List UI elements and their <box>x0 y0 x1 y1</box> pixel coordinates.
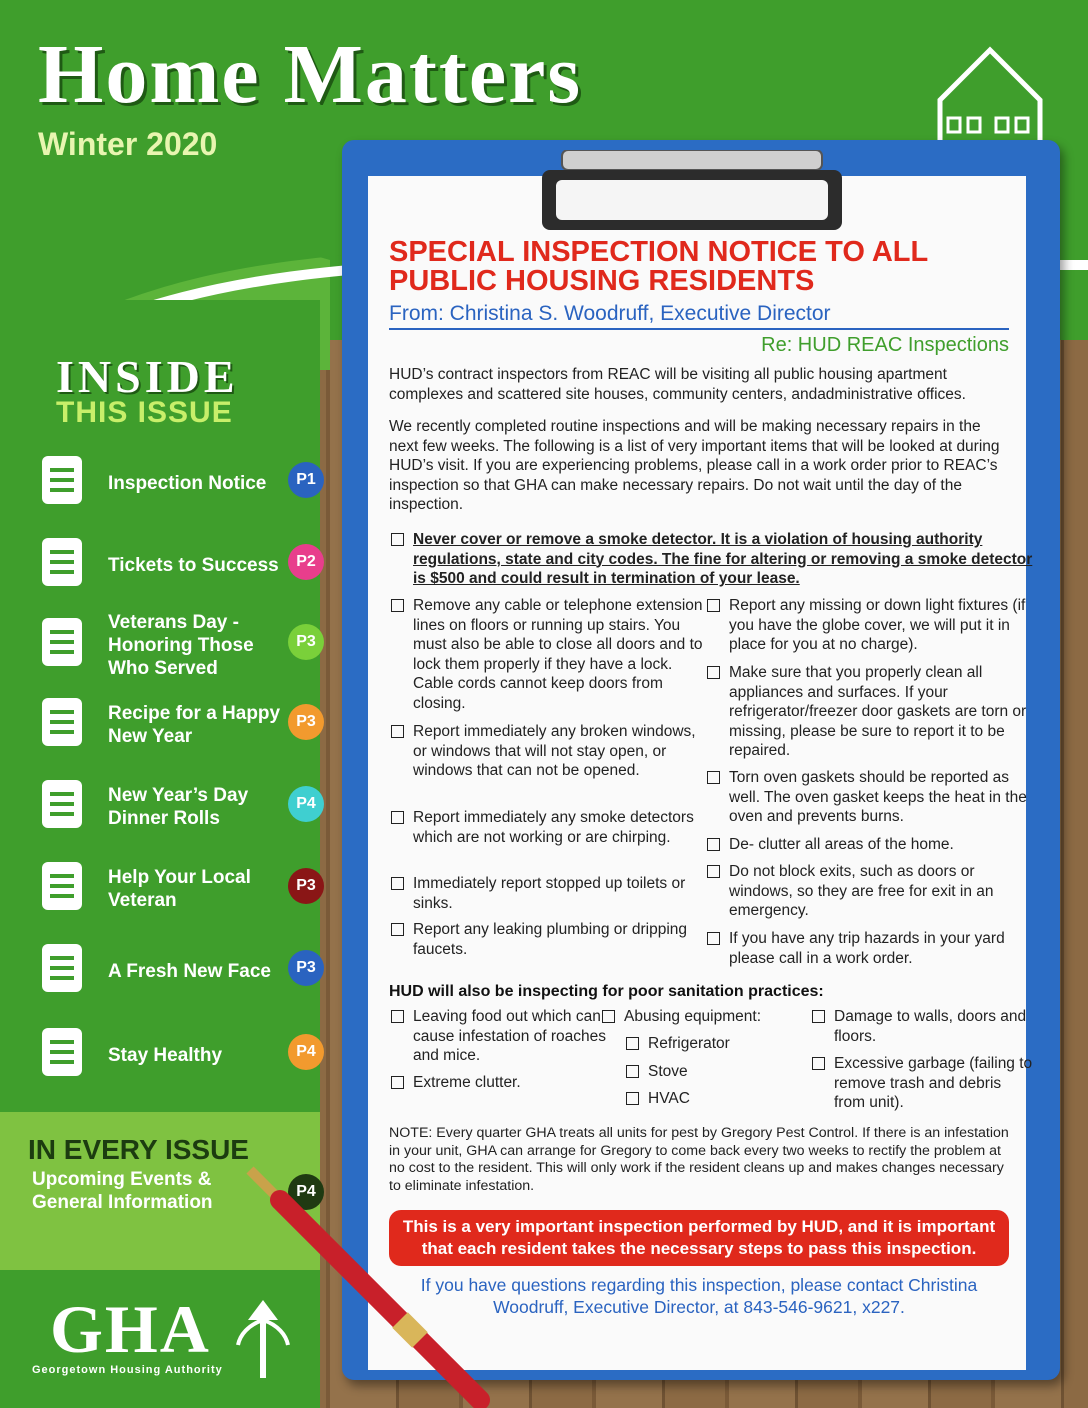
every-issue-label: Upcoming Events & General Information <box>32 1169 213 1213</box>
military-rank-icon <box>30 854 94 918</box>
notice-paragraph-2: We recently completed routine inspections and will be making necessary repairs in the next few weeks. The following is a list of very important items that will be looked at during HUD’s visit. If you are experiencing problems, please call in a work order prior to REAC’s inspection so that GHA can make necessary repairs. Do not wait until the day of the inspection. <box>389 418 1000 513</box>
toc-item-label: Veterans Day - Honoring Those Who Served <box>108 611 254 679</box>
toc-item[interactable] <box>30 772 330 842</box>
every-issue-page-badge: P4 <box>288 1174 324 1210</box>
toc-page-badge: P1 <box>288 462 324 498</box>
toc-page-badge: P4 <box>288 1034 324 1070</box>
toc-item[interactable] <box>30 854 330 924</box>
chef-hat-icon <box>30 772 94 836</box>
gha-logo-caption: Georgetown Housing Authority <box>32 1364 223 1376</box>
contact-info: If you have questions regarding this inspection, please contact Christina Woodruff, Executive Director, at 843-546-9621, x227. <box>420 1275 978 1317</box>
important-alert-banner: This is a very important inspection performed by HUD, and it is important that each resident takes the necessary steps to pass this inspection. <box>389 1210 1009 1266</box>
checklist-item: Torn oven gaskets should be reported as well. The oven gasket keeps the heat in the oven and prevents burns. <box>705 768 1034 827</box>
checklist-item: Do not block exits, such as doors or windows, so they are free for exit in an emergency. <box>705 862 1034 921</box>
sanitation-item: Excessive garbage (failing to remove trash and debris from unit). <box>810 1054 1034 1113</box>
toc-item[interactable] <box>30 1020 330 1090</box>
inside-subheading: THIS ISSUE <box>56 396 233 429</box>
every-issue-heading: IN EVERY ISSUE <box>28 1134 249 1165</box>
sanitation-subitem: Refrigerator <box>624 1034 808 1054</box>
house-outline-icon <box>900 40 1080 150</box>
checklist-item: Report any leaking plumbing or dripping faucets. <box>389 920 713 959</box>
checklist-item: Report immediately any smoke detectors which are not working or are chirping. <box>389 808 713 847</box>
notice-from: From: Christina S. Woodruff, Executive Director <box>389 302 1009 330</box>
pest-control-note: NOTE: Every quarter GHA treats all units for pest by Gregory Pest Control. If there is an infestation in your unit, GHA can arrange for Gregory to come back every two weeks to rectify the problem at no cost to the resident. This will only work if the resident cleans up and makes changes necessary to eliminate infestation. <box>389 1125 1009 1194</box>
notice-paragraph-1: HUD’s contract inspectors from REAC will be visiting all public housing apartment complexes and scattered site houses, community centers, andadministrative offices. <box>389 366 966 403</box>
toc-page-badge: P3 <box>288 704 324 740</box>
checklist-item: Make sure that you properly clean all appliances and surfaces. If your refrigerator/freezer door gaskets are torn or missing, please be sure to report it to be repaired. <box>705 663 1034 761</box>
sanitation-heading: HUD will also be inspecting for poor sanitation practices: <box>389 983 824 1000</box>
toc-item-label: Recipe for a Happy New Year <box>108 703 281 747</box>
toc-item-label: Inspection Notice <box>108 472 267 494</box>
toc-item[interactable] <box>30 448 330 518</box>
sanitation-item: Extreme clutter. <box>389 1073 613 1093</box>
red-pen-icon <box>240 1160 490 1408</box>
toc-item-label: Stay Healthy <box>108 1044 223 1066</box>
toc-item-label: Help Your Local Veteran <box>108 867 251 911</box>
notice-title: SPECIAL INSPECTION NOTICE TO ALL PUBLIC HOUSING RESIDENTS <box>389 236 928 297</box>
toc-item[interactable] <box>30 936 330 1006</box>
notice-re: Re: HUD REAC Inspections <box>761 334 1009 356</box>
checklist-item: Immediately report stopped up toilets or sinks. <box>389 874 713 913</box>
newsletter-title: Home Matters <box>38 28 583 121</box>
party-popper-icon <box>30 690 94 754</box>
checklist-item: Report immediately any broken windows, or windows that will not stay open, or windows that can not be opened. <box>389 722 713 781</box>
checklist-item: De- clutter all areas of the home. <box>705 835 1034 855</box>
clipboard-clip-icon <box>542 150 842 230</box>
clipboard-checklist-icon <box>30 448 94 512</box>
veteran-icon <box>30 610 94 674</box>
sanitation-item: Leaving food out which can cause infestation of roaches and mice. <box>389 1007 613 1066</box>
toc-item[interactable] <box>30 690 330 760</box>
sanitation-subitem: HVAC <box>624 1089 808 1109</box>
toc-page-badge: P2 <box>288 544 324 580</box>
sanitation-subitem: Stove <box>624 1062 808 1082</box>
checklist-item: Remove any cable or telephone extension lines on floors or running up stairs. You must also be able to close all doors and to lock them properly if they have a lock. Cable cords cannot keep doors from closing. <box>389 596 713 713</box>
issue-season: Winter 2020 <box>38 126 218 162</box>
sanitation-item: Abusing equipment: <box>600 1007 824 1027</box>
toc-page-badge: P4 <box>288 786 324 822</box>
checklist-item: Report any missing or down light fixtures (if you have the globe cover, we will put it in place for you at no charge). <box>705 596 1034 655</box>
toc-item-label: New Year’s Day Dinner Rolls <box>108 785 249 829</box>
toc-page-badge: P3 <box>288 624 324 660</box>
toc-item[interactable] <box>30 530 330 600</box>
inside-heading: INSIDE <box>56 351 239 402</box>
sanitation-item: Damage to walls, doors and floors. <box>810 1007 1034 1046</box>
toc-item-label: A Fresh New Face <box>108 960 271 982</box>
hi-speech-bubble-icon <box>30 936 94 1000</box>
toc-item-label: Tickets to Success <box>108 554 279 576</box>
toc-page-badge: P3 <box>288 950 324 986</box>
toc-page-badge: P3 <box>288 868 324 904</box>
checklist-item: If you have any trip hazards in your yard please call in a work order. <box>705 929 1034 968</box>
medical-cross-icon <box>30 1020 94 1084</box>
gha-logo: GHA <box>50 1291 211 1367</box>
smoke-detector-warning: Never cover or remove a smoke detector. It is a violation of housing authority regulations, state and city codes. The fine for altering or removing a smoke detector is $500 and could result in termination of your lease. <box>389 530 1033 589</box>
runner-icon <box>30 530 94 594</box>
toc-item[interactable] <box>30 610 330 680</box>
